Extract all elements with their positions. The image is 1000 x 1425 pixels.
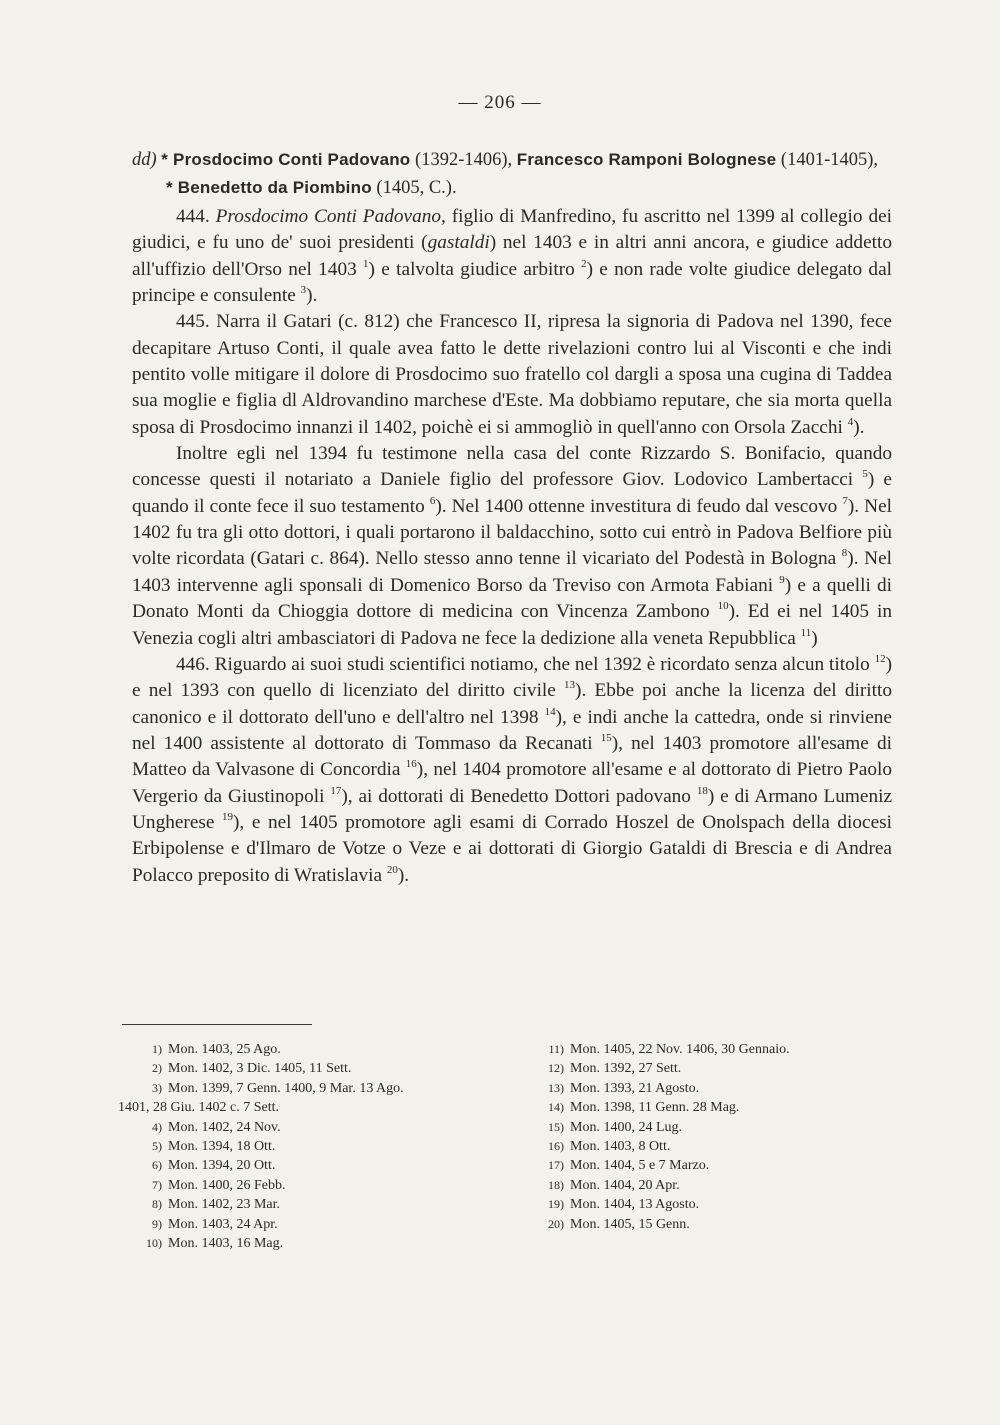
footnote — [520, 1156, 880, 1175]
footnote-number: 6) — [152, 1158, 162, 1173]
footnote — [520, 1137, 880, 1156]
footnote-number: 4) — [152, 1119, 162, 1134]
footnote-number: 5) — [152, 1139, 162, 1154]
footnote-divider — [122, 1024, 312, 1025]
paragraph-text: ) nel 1403 e in altri anni ancora, e giudice addetto all'uffizio dell'Orso nel 1403 — [132, 232, 892, 280]
footnote-reference[interactable]: 7 — [842, 494, 848, 507]
footnote-text: Mon. 1394, 18 Ott. — [168, 1139, 276, 1155]
heading-dates-2: (1401-1405), — [780, 150, 879, 170]
footnote-text: Mon. 1404, 20 Apr. — [570, 1177, 680, 1193]
footnote — [520, 1098, 880, 1117]
footnote-text: Mon. 1392, 27 Sett. — [570, 1061, 682, 1077]
footnote-text: Mon. 1393, 21 Agosto. — [570, 1080, 700, 1096]
footnote-text: Mon. 1405, 22 Nov. 1406, 30 Gennaio. — [570, 1042, 790, 1057]
paragraph-text: ), e nel 1405 promotore agli esami di Corrado Hoszel de Onolspach della diocesi Erbipolense e d'Ilmaro de Votze o Veze e ai dottorati di Giorgio Gataldi di Brescia e di Andrea Polacco preposito di Wratislavia — [132, 811, 892, 886]
footnote-text: 1401, 28 Giu. 1402 c. 7 Sett. — [118, 1100, 279, 1116]
paragraph-text: ). — [853, 416, 865, 438]
footnote-number: 20) — [548, 1216, 564, 1231]
footnote-reference[interactable]: 10 — [717, 600, 729, 613]
heading-name-3: * Benedetto da Piombino — [166, 178, 372, 197]
footnote — [520, 1040, 880, 1059]
footnote — [118, 1059, 498, 1078]
footnote-number: 2) — [152, 1061, 162, 1076]
footnote — [520, 1059, 880, 1078]
paragraph — [132, 309, 892, 441]
heading-dates-1: (1392-1406), — [415, 150, 513, 170]
footnote-text: Mon. 1399, 7 Genn. 1400, 9 Mar. 13 Ago. — [168, 1080, 404, 1096]
footnote-number: 11) — [548, 1042, 564, 1056]
body-text — [132, 204, 892, 889]
footnote-number: 13) — [548, 1080, 564, 1095]
footnote-text: Mon. 1402, 24 Nov. — [168, 1119, 281, 1135]
paragraph-text: ). Nel 1400 ottenne investitura di feudo dal vescovo — [435, 495, 843, 517]
italic-term: gastaldi — [427, 232, 490, 254]
section-heading — [132, 146, 902, 202]
footnote — [118, 1040, 498, 1059]
heading-name-1: * Prosdocimo Conti Padovano — [161, 150, 411, 169]
footnote-reference[interactable]: 13 — [564, 679, 576, 692]
paragraph-text: ). Ed ei nel 1405 in Venezia cogli altri ambasciatori di Padova ne fece la dedizione alla veneta Repubblica — [132, 601, 892, 649]
footnote-number: 16) — [548, 1139, 564, 1154]
footnote — [118, 1234, 498, 1253]
footnote-number: 18) — [548, 1177, 564, 1192]
paragraph-text: ), nel 1403 promotore all'esame di Matteo da Valvasone di Concordia — [132, 732, 892, 781]
footnote-text: Mon. 1400, 24 Lug. — [570, 1119, 682, 1135]
page-number: — 206 — — [458, 92, 542, 113]
footnote — [118, 1137, 498, 1156]
footnote — [118, 1195, 498, 1214]
footnote-number: 8) — [152, 1197, 162, 1212]
footnote-number: 1) — [152, 1042, 162, 1056]
footnote-number: 9) — [152, 1216, 162, 1231]
footnote-text: Mon. 1403, 24 Apr. — [168, 1216, 278, 1232]
footnote-reference[interactable]: 17 — [330, 784, 342, 797]
paragraph-text: figlio di Manfredino, fu ascritto nel 1399 al collegio dei giudici, e fu uno de' suoi presidenti ( — [132, 206, 893, 254]
paragraph-text: ) e a quelli di Donato Monti da Chioggia dottore di medicina con Vincenza Zambono — [132, 574, 892, 623]
paragraph-text: ) e talvolta giudice arbitro — [368, 258, 582, 280]
footnote-reference[interactable]: 12 — [874, 652, 886, 665]
footnote-number: 3) — [152, 1080, 162, 1095]
paragraph-number: 446. — [176, 653, 210, 675]
paragraph-text: ), nel 1404 promotore all'esame e al dottorato di Pietro Paolo Vergerio da Giustinopoli — [132, 759, 892, 807]
paragraph-text: ), e indi anche la cattedra, onde si rinviene nel 1400 assistente al dottorato di Tommaso da Recanati — [132, 706, 892, 754]
footnotes-left-column — [118, 1040, 498, 1253]
footnote-number: 17) — [548, 1158, 564, 1173]
footnote-number: 12) — [548, 1061, 564, 1076]
paragraph-text: ) e nel 1393 con quello di licenziato del diritto civile — [132, 653, 893, 702]
footnote-text: Mon. 1403, 16 Mag. — [168, 1236, 284, 1252]
paragraph-number: 445. — [176, 311, 210, 333]
paragraph-text: ) — [811, 627, 818, 649]
paragraph-text: ). Nel 1403 intervenne agli sponsali di Domenico Borso da Treviso con Armota Fabiani — [132, 548, 892, 596]
footnote — [118, 1079, 498, 1098]
footnote — [520, 1079, 880, 1098]
footnote — [520, 1215, 880, 1234]
footnote-reference[interactable]: 19 — [222, 810, 234, 823]
footnote-reference[interactable]: 1 — [363, 257, 369, 270]
paragraph-text: ), ai dottorati di Benedetto Dottori padovano — [341, 785, 697, 807]
paragraph-text: Narra il Gatari (c. 812) che Francesco II, ripresa la signoria di Padova nel 1390, fece decapitare Artuso Conti, il quale avea fatto le dette rivelazioni contro lui al Visconti e che indi pentito volle mitigare il dolore di Prosdocimo suo fratello col dargli a sposa una cugina di Taddea sua moglie e figlia dl Aldrovandino marchese d'Este. Ma dobbiamo reputare, che sia morta quella sposa di Prosdocimo innanzi il 1402, poichè ei si ammogliò in quell'anno con Orsola Zacchi — [132, 311, 892, 438]
footnote-reference[interactable]: 20 — [386, 863, 398, 876]
heading-line-2 — [132, 174, 902, 202]
footnote — [520, 1195, 880, 1214]
footnote-reference[interactable]: 4 — [847, 415, 854, 428]
footnote-reference[interactable]: 5 — [862, 468, 868, 481]
footnote-reference[interactable]: 8 — [841, 547, 848, 560]
footnote-reference[interactable]: 9 — [779, 573, 785, 586]
paragraph — [132, 204, 892, 309]
footnote-text: Mon. 1405, 15 Genn. — [570, 1216, 690, 1232]
footnote-number: 14) — [548, 1100, 564, 1115]
footnote-text: Mon. 1398, 11 Genn. 28 Mag. — [570, 1100, 740, 1116]
footnote-reference[interactable]: 14 — [544, 705, 556, 718]
footnote-text: Mon. 1403, 8 Ott. — [570, 1139, 671, 1155]
footnote — [118, 1118, 498, 1137]
footnote-reference[interactable]: 11 — [800, 626, 812, 639]
footnote-reference[interactable]: 3 — [300, 284, 307, 297]
footnote-reference[interactable]: 2 — [581, 257, 587, 270]
heading-line-1 — [132, 146, 902, 174]
paragraph-text: ). — [306, 285, 318, 307]
heading-dates-3: (1405, C.). — [376, 178, 457, 198]
footnote-text: Mon. 1404, 5 e 7 Marzo. — [570, 1158, 710, 1174]
footnote-text: Mon. 1402, 3 Dic. 1405, 11 Sett. — [168, 1061, 352, 1077]
footnote-number: 7) — [152, 1177, 162, 1192]
footnote-reference[interactable]: 6 — [429, 494, 436, 507]
paragraph-text: ) e di Armano Lumeniz Ungherese — [132, 785, 892, 833]
heading-label: dd) — [132, 150, 157, 170]
footnote-text: Mon. 1403, 25 Ago. — [168, 1042, 281, 1057]
paragraph-text: ). Nel 1402 fu tra gli otto dottori, i quali portarono il baldacchino, sotto cui entrò in Padova Belfiore più volte ricordata (Gatari c. 864). Nello stesso anno tenne il vicariato del Podestà in Bologna — [132, 495, 893, 570]
footnote — [118, 1176, 498, 1195]
footnote-number: 15) — [548, 1119, 564, 1134]
paragraph — [132, 441, 892, 652]
paragraph-text: ). Ebbe poi anche la licenza del diritto canonico e il dottorato dell'uno e dell'altro nel 1398 — [132, 680, 892, 728]
footnote-number: 10) — [146, 1236, 162, 1251]
footnote-reference[interactable]: 16 — [405, 758, 417, 771]
paragraph-subject: Prosdocimo Conti Padovano, — [215, 206, 446, 227]
paragraph-number: 444. — [176, 206, 210, 227]
paragraph — [132, 652, 892, 889]
footnote — [520, 1118, 880, 1137]
footnote-text: Mon. 1404, 13 Agosto. — [570, 1197, 700, 1213]
footnote — [118, 1098, 498, 1117]
paragraph-text: ) e quando il conte fece il suo testamento — [132, 469, 892, 517]
paragraph-text: Riguardo ai suoi studi scientifici notiamo, che nel 1392 è ricordato senza alcun titolo — [214, 653, 875, 675]
footnote — [520, 1176, 880, 1195]
footnotes-right-column — [520, 1040, 880, 1234]
footnote-reference[interactable]: 18 — [696, 784, 708, 797]
footnote-text: Mon. 1394, 20 Ott. — [168, 1158, 276, 1174]
paragraph-text: Inoltre egli nel 1394 fu testimone nella casa del conte Rizzardo S. Bonifacio, quando concesse questi il notariato a Daniele figlio del professore Giov. Lodovico Lambertacci — [132, 443, 892, 491]
footnote-number: 19) — [548, 1197, 564, 1212]
footnote — [118, 1215, 498, 1234]
paragraph-text: ). — [397, 864, 410, 886]
footnote-text: Mon. 1402, 23 Mar. — [168, 1197, 280, 1213]
footnote — [118, 1156, 498, 1175]
footnote-reference[interactable]: 15 — [600, 731, 612, 744]
footnote-text: Mon. 1400, 26 Febb. — [168, 1177, 286, 1193]
paragraph-text: ) e non rade volte giudice delegato dal principe e consulente — [132, 258, 892, 307]
heading-name-2: Francesco Ramponi Bolognese — [516, 150, 777, 169]
